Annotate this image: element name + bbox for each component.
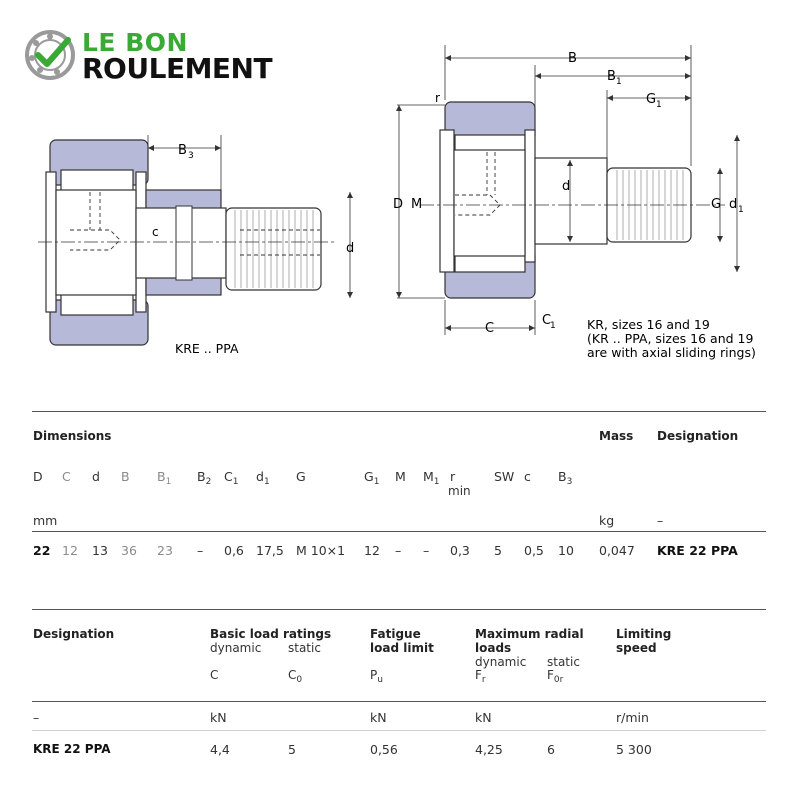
dims-cell: 13 — [92, 543, 108, 558]
dims-mid-rule — [32, 531, 766, 532]
mass-header: Mass — [599, 429, 634, 443]
G1-sub: 1 — [656, 100, 662, 110]
load-unit-designation: – — [33, 710, 40, 725]
dims-unit-mm: mm — [33, 513, 58, 528]
needle-bottom — [61, 293, 133, 315]
dims-col-header: $B_2$ — [197, 469, 212, 487]
d-label: d — [346, 241, 355, 256]
load-unit-radial: kN — [475, 710, 492, 725]
dims-title: Dimensions — [33, 429, 112, 443]
dims-col-header: $M_1$ — [423, 469, 440, 487]
note-line-2: (KR .. PPA, sizes 16 and 19 — [587, 331, 754, 346]
logo — [24, 26, 304, 86]
basic-load-header: Basic load ratings — [210, 627, 332, 641]
dims-col-header: r min — [448, 469, 471, 498]
kr-drawing — [385, 40, 785, 370]
sym-F0r: $F_{0r}$ — [547, 668, 564, 685]
dims-col-header: C — [62, 469, 71, 484]
dims-col-header: c — [524, 469, 531, 484]
fatigue-header-1: Fatigue — [370, 627, 421, 641]
logo-line1: LE BON — [82, 28, 188, 57]
kre-caption: KRE .. PPA — [175, 341, 239, 356]
r-label: r — [435, 91, 440, 105]
load-unit-fatigue: kN — [370, 710, 387, 725]
maxrad-static-sub: static — [547, 655, 580, 669]
C1-label: C — [542, 313, 552, 328]
sym-C: C — [210, 668, 219, 682]
load-Pu-value: 0,56 — [370, 742, 398, 757]
dims-col-header: $B_3$ — [558, 469, 573, 487]
dims-col-header: D — [33, 469, 43, 484]
dims-cell: 12 — [364, 543, 380, 558]
dims-cell: 36 — [121, 543, 137, 558]
D-label: D — [393, 197, 404, 212]
G-label: G — [711, 197, 722, 212]
d1-label: d — [729, 197, 738, 212]
dims-col-header: $B_1$ — [157, 469, 172, 487]
limiting-header-1: Limiting — [616, 627, 672, 641]
logo-line2: ROULEMENT — [82, 52, 273, 85]
designation-value: KRE 22 PPA — [657, 543, 738, 558]
sym-C0: $C_0$ — [288, 668, 303, 685]
load-unit-speed: r/min — [616, 710, 649, 725]
mass-unit: kg — [599, 513, 615, 528]
dims-cell: 23 — [157, 543, 173, 558]
b3-label: B — [178, 143, 187, 158]
designation-unit: – — [657, 513, 664, 528]
maxrad-header-1: Maximum radial — [475, 627, 584, 641]
load-Fr-value: 4,25 — [475, 742, 503, 757]
dims-cell: – — [395, 543, 402, 558]
dims-cell: M 10×1 — [296, 543, 346, 558]
load-speed-value: 5 300 — [616, 742, 652, 757]
C-label: C — [485, 321, 495, 336]
dims-cell: 0,3 — [450, 543, 470, 558]
load-C0-value: 5 — [288, 742, 296, 757]
dims-col-header: $G_1$ — [364, 469, 380, 487]
B1-sub: 1 — [616, 77, 622, 87]
load-row-rule — [32, 730, 766, 731]
dims-top-rule — [32, 411, 766, 412]
load-unit-basic: kN — [210, 710, 227, 725]
B1-label: B — [607, 69, 616, 84]
dims-col-header: B — [121, 469, 130, 484]
kre-drawing — [30, 130, 370, 360]
mass-value: 0,047 — [599, 543, 635, 558]
load-mid-rule — [32, 701, 766, 702]
c-label: c — [152, 225, 159, 239]
dims-cell: 22 — [33, 543, 51, 558]
note-line-1: KR, sizes 16 and 19 — [587, 317, 710, 332]
dims-cell: 12 — [62, 543, 78, 558]
load-F0r-value: 6 — [547, 742, 555, 757]
bearing-check-icon — [24, 28, 78, 82]
b3-sub: 3 — [188, 151, 194, 161]
maxrad-dynamic-sub: dynamic — [475, 655, 527, 669]
dims-cell: 17,5 — [256, 543, 284, 558]
note-line-3: are with axial sliding rings) — [587, 345, 756, 360]
load-C-value: 4,4 — [210, 742, 230, 757]
B-label: B — [568, 51, 577, 66]
dims-col-header: M — [395, 469, 406, 484]
dims-cell: 10 — [558, 543, 574, 558]
dims-cell: – — [423, 543, 430, 558]
maxrad-header-2: loads — [475, 641, 512, 655]
dynamic-sub: dynamic — [210, 641, 262, 655]
load-designation-value: KRE 22 PPA — [33, 742, 111, 756]
dims-cell: – — [197, 543, 204, 558]
dims-cell: 0,6 — [224, 543, 244, 558]
dims-col-header: $d_1$ — [256, 469, 270, 487]
needle-top — [61, 170, 133, 192]
dims-cell: 5 — [494, 543, 502, 558]
sym-Fr: $F_r$ — [475, 668, 486, 685]
dims-cell: 0,5 — [524, 543, 544, 558]
M-label: M — [411, 197, 423, 212]
G1-label: G — [646, 92, 657, 107]
limiting-header-2: speed — [616, 641, 657, 655]
static-sub: static — [288, 641, 321, 655]
d-label-right: d — [562, 179, 571, 194]
load-designation-header: Designation — [33, 627, 115, 641]
designation-header: Designation — [657, 429, 739, 443]
d1-sub: 1 — [738, 205, 744, 215]
dims-col-header: G — [296, 469, 306, 484]
C1-sub: 1 — [550, 321, 556, 331]
load-top-rule — [32, 609, 766, 610]
fatigue-header-2: load limit — [370, 641, 434, 655]
dims-col-header: SW — [494, 469, 515, 484]
dims-col-header: d — [92, 469, 100, 484]
sym-Pu: $P_u$ — [370, 668, 383, 685]
dims-col-header: $C_1$ — [224, 469, 239, 487]
